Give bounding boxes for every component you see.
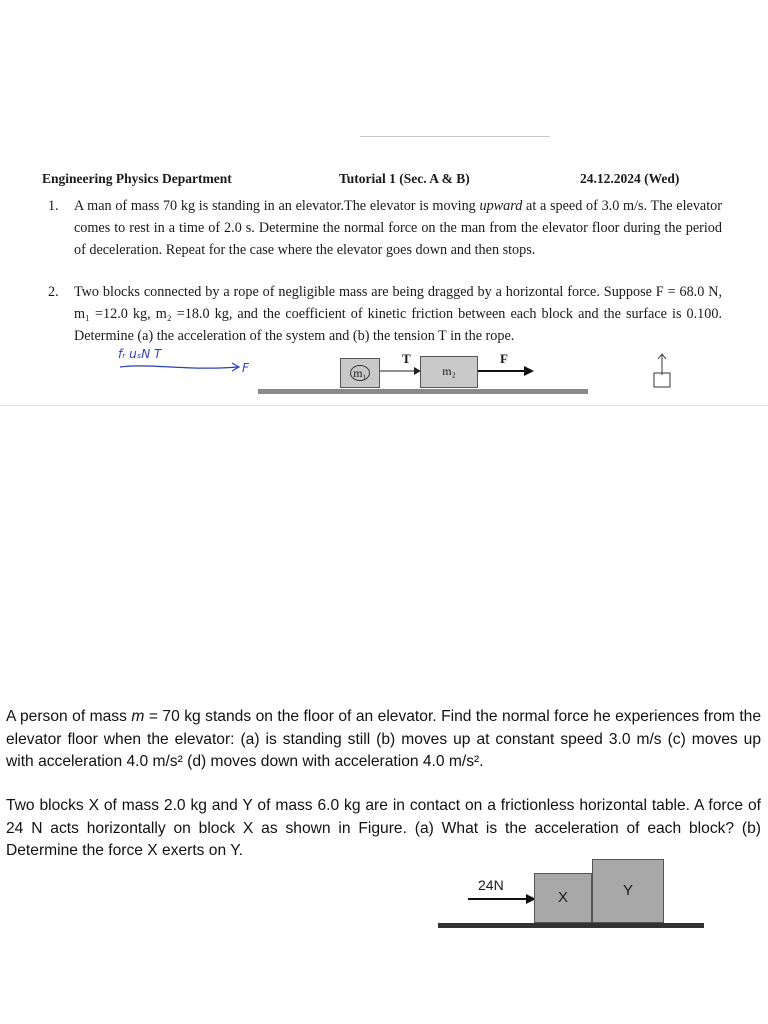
tension-label: T [402, 351, 411, 366]
scan-artifact [0, 405, 768, 406]
question-elevator-normal-force [6, 706, 761, 774]
question-1 [48, 195, 722, 261]
question-text: Two blocks X of mass 2.0 kg and Y of mass 6.0 kg are in contact on a frictionless horizontal table. A force of 24 N acts horizontally on block X as shown in Figure. (a) What is the acceleration of each block? (b) Determine the force X exerts on Y. [6, 797, 761, 859]
figure-contact-blocks [438, 855, 708, 935]
applied-force-label: 24N [478, 877, 504, 893]
block-y-label: Y [622, 882, 633, 899]
scan-artifact [360, 136, 550, 137]
block-y [592, 859, 664, 923]
tutorial-title: Tutorial 1 (Sec. A & B) [339, 171, 470, 186]
block-m1 [340, 358, 380, 388]
floor-surface [258, 389, 588, 394]
question-text: A man of mass 70 kg is standing in an elevator.The elevator is moving upward at a speed of 3.0 m/s. The elevator comes to rest in a time of 2.0 s. Determine the normal force on the man from the elevator floor during the period of deceleration. Repeat for the case where the elevator goes down and then stops. [74, 198, 722, 258]
emphasis-text: upward [479, 198, 523, 214]
handwritten-note: fᵣ uₛN T [118, 347, 162, 361]
force-label: F [500, 351, 508, 366]
question-number: 2. [48, 284, 59, 300]
question-2 [48, 281, 722, 347]
question-text: Two blocks connected by a rope of negligible mass are being dragged by a horizontal force. Suppose F = 68.0 N, m₁ =12.0 kg, m₂ =18.0 kg, and the coefficient of kinetic friction between each block and the surface is 0.100. Determine (a) the acceleration of the system and (b) the tension T in the rope. [74, 284, 722, 344]
table-surface [438, 923, 704, 928]
question-number: 1. [48, 198, 59, 214]
question-text: A person of mass m = 70 kg stands on the floor of an elevator. Find the normal force he experiences from the elevator floor when the elevator: (a) is standing still (b) moves up at constant speed 3.0 m/s (c) moves up with acceleration 4.0 m/s² (d) moves down with acceleration 4.0 m/s². [6, 708, 762, 770]
handwritten-force-label: F [242, 361, 249, 375]
department-name: Engineering Physics Department [42, 171, 232, 186]
block-x-label: X [557, 889, 568, 906]
block-m1-label: m₁ [350, 365, 370, 381]
applied-force-arrow-icon [468, 893, 538, 905]
handwritten-arrow [118, 359, 248, 375]
block-m2 [420, 356, 478, 388]
question-contact-blocks [6, 795, 761, 863]
block-m2-label: m₂ [442, 364, 456, 378]
mass-variable: m [131, 708, 145, 725]
doodle-sketch [650, 349, 680, 391]
block-x [534, 873, 592, 923]
tutorial-date: 24.12.2024 (Wed) [580, 171, 680, 186]
page-header [42, 168, 732, 190]
figure-rope-blocks [100, 345, 720, 405]
